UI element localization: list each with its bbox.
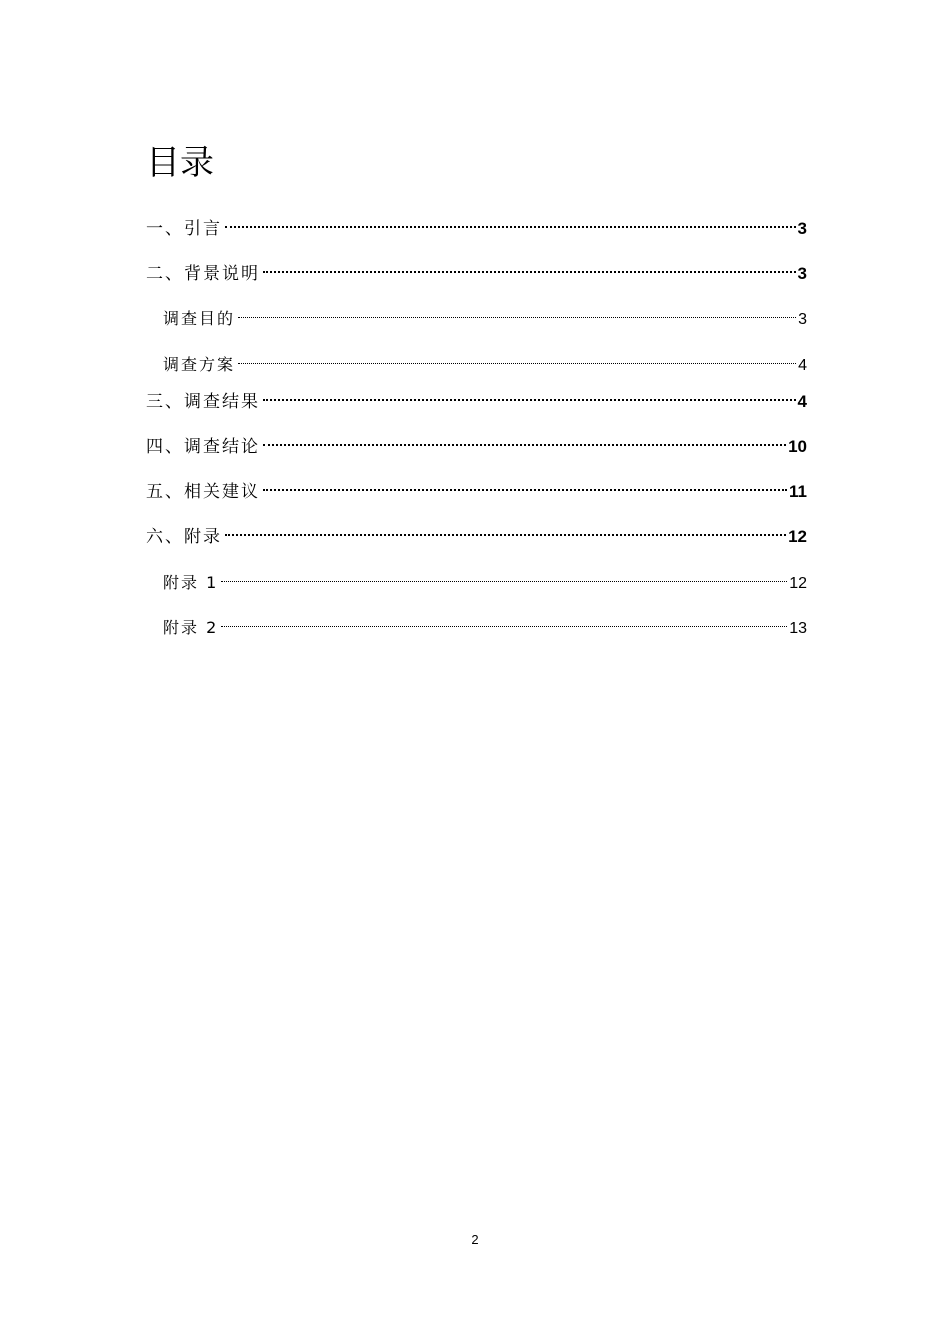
toc-entry-conclusion[interactable] [146,426,807,457]
toc-entry-page: 12 [788,527,807,546]
toc-entry-page: 12 [789,575,807,592]
toc-entry-page: 10 [788,437,807,456]
toc-dot-leader [263,471,787,497]
page-title: 目录 [146,143,214,183]
toc-entry-page: 4 [798,357,807,374]
toc-entry-results[interactable] [146,381,807,412]
toc-entry-page: 13 [789,620,807,637]
toc-entry-plan[interactable] [163,344,807,374]
toc-dot-leader [225,516,786,542]
toc-entry-label: 五、相关建议 [146,482,260,502]
toc-dot-leader [263,253,796,279]
toc-dot-leader [238,344,796,370]
toc-entry-page: 3 [797,219,807,238]
toc-entry-label: 一、引言 [146,219,222,239]
toc-entry-page: 11 [789,482,807,501]
toc-dot-leader [225,208,796,234]
toc-entry-label: 调查方案 [163,355,236,374]
toc-entry-intro[interactable] [146,208,807,239]
toc-entry-label: 附录 1 [163,573,219,592]
toc-entry-background[interactable] [146,253,807,284]
toc-dot-leader [221,607,787,633]
toc-dot-leader [263,426,786,452]
toc-entry-label: 附录 2 [163,618,219,637]
page-number: 2 [471,1232,479,1247]
toc-entry-suggestions[interactable] [146,471,807,502]
toc-dot-leader [263,381,796,407]
toc-dot-leader [221,562,787,588]
toc-entry-label: 调查目的 [163,309,236,328]
toc-entry-page: 3 [798,311,807,328]
toc-entry-appendix-1[interactable] [163,562,807,592]
toc-entry-label: 四、调查结论 [146,437,260,457]
toc-dot-leader [238,298,796,324]
toc-entry-appendix-2[interactable] [163,607,807,637]
toc-entry-label: 三、调查结果 [146,392,260,412]
toc-entry-page: 3 [797,264,807,283]
toc-entry-label: 二、背景说明 [146,264,260,284]
toc-entry-appendix[interactable] [146,516,807,547]
toc-entry-label: 六、附录 [146,527,222,547]
toc-entry-page: 4 [797,392,807,411]
toc-entry-purpose[interactable] [163,298,807,328]
